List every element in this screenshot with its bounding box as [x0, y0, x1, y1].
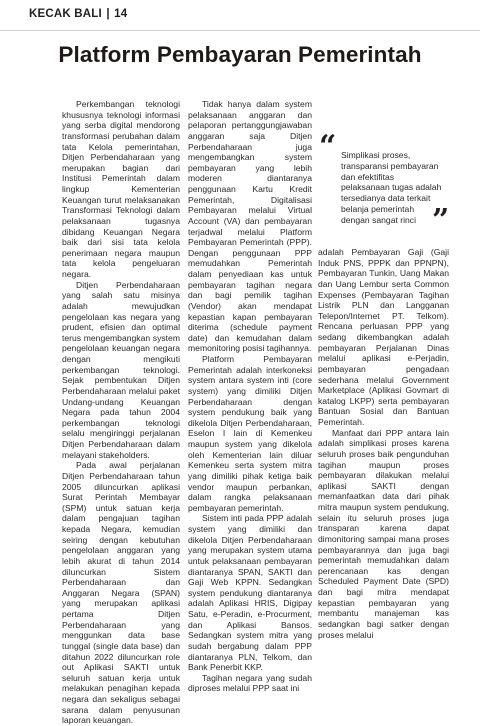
article-column-3	[318, 247, 449, 640]
pull-quote: Simplikasi proses, transparansi pembayaran dan efektifitas pelaksanaan tugas adalah tersedianya data terkait belanja pemerintah dengan sangat rinci	[341, 150, 442, 225]
paragraph: Pada awal perjalanan Ditjen Perbendaharaan tahun 2005 diluncurkan aplikasi Surat Perintah Membayar (SPM) untuk satuan kerja dalam pengajuan tagihan kepada Negara, kemudian seiring dengan kebutuhan pengelolaan anggaran yang lebih akurat di tahun 2014 diluncurkan Sistem Perbendaharaan dan Anggaran Negara (SPAN) yang merupakan aplikasi pertama Ditjen Perbendaharaan yang menggunkan data base tunggal (single data base) dan ditahun 2022 diluncurkan role out Aplikasi SAKTI untuk seluruh satuan kerja untuk melakukan penagihan kepada negara dan sekaligus sebagai sarana dalam penyusunan laporan keuangan.	[62, 460, 180, 726]
paragraph: Tagihan negara yang sudah diproses melalui PPP saat ini	[188, 672, 312, 694]
paragraph: Tidak hanya dalam system pelaksanaan anggaran dan pelaporan pertanggungjawaban anggaran saja Ditjen Perbendaharaan juga mengembangkan system pembayaran yang lebih moderen diantaranya penggunaan Kartu Kredit Pemerintah, Digitalisasi Pembayaran melalui Virtual Account (VA) dan pembayaran terjadwal melalui Platform Pembayaran Pemerintah (PPP). Dengan penggunaan PPP memudahkan Pemerintah dalam penyediaan kas untuk pembayaran tagihan negara dan bagi pemilik tagihan (Vendor) akan mendapat kepastian kapan pembayaran diterima (schedule payment date) dan kemudahan dalam memonitoring posisi tagihannya.	[188, 99, 312, 354]
page-number: 14	[114, 8, 128, 20]
paragraph: adalah Pembayaran Gaji (Gaji Induk PNS, PPPK dan PPNPN), Pembayaran Tunkin, Uang Makan dan Uang Lembur serta Common Expenses (Pembayaran Tagihan Listrik PLN dan Langganan Telepon/Internet PT. Telkom). Rencana perluasan PPP yang sedang dikembangkan adalah pembayaran Perjalanan Dinas melalui aplikasi e-Perjadin, pembayaran pengadaan sederhana melalui Government Marketplace (Aplikasi Govmart di katalog LKPP) serta pembayaran Bantuan Sosial dan Bantuan Pemerintah.	[318, 247, 449, 427]
paragraph: Manfaat dari PPP antara lain adalah simplikasi proses karena seluruh proses baik pengunduhan tagihan maupun proses pembayaran dilakukan melalui aplikasi SAKTI dengan memanfaatkan data dari pihak mitra maupun system pendukung, selain itu seluruh proses juga transparan karena dapat dimonitoring sampai mana proses pembayarannya dan juga bagi pemerintah memudahkan dalam perencanaan kas dengan Scheduled Payment Date (SPD) dan bagi mitra mendapat kepastian pembayaran yang membantu manajeman kas sedangkan bagi satker dengan proses melalui	[318, 427, 449, 640]
article-title: Platform Pembayaran Pemerintah	[58, 42, 422, 67]
article-column-2	[188, 99, 312, 694]
paragraph: Sistem inti pada PPP adalah system yang dimiliki dan dikelola Ditjen Perbendaharaan yang merupakan system utama untuk pelaksanaan pembayaran diantaranya SPAN, SAKTI dan Gaji Web KPPN. Sedangkan system pendukung diantaranya adalah Aplikasi HRIS, Digipay Satu, e-Peradin, e-Procurment, dan Aplikasi Bansos. Sedangkan system mitra yang sudah bergabung dalam PPP diantaranya PLN, Telkom, dan Bank Penerbit KKP.	[188, 513, 312, 673]
article-column-1	[62, 99, 180, 726]
open-quote-icon: “	[319, 129, 337, 164]
close-quote-icon: ”	[432, 203, 450, 238]
header-separator: |	[106, 8, 110, 20]
paragraph: Perkembangan teknologi khususnya teknologi informasi yang serba digital mendorong transformasi perubahan dalam tata Kelola pemerintahan, Ditjen Perbendaharaan yang merupakan bagian dari Institusi Pemerintah dalam lingkup Kementerian Keuangan turut melaksanakan Transformasi Teknologi dalam pelaksanaan tugasnya dibidang Keuangan Negara baik dari sisi tata kelola penerimaan negara maupun tata kelola pengeluaran negara.	[62, 99, 180, 279]
running-header	[29, 8, 127, 20]
paragraph: Platform Pembayaran Pemerintah adalah interkoneksi system antara system inti (core system) yang dimiliki Ditjen Perbendaharaan dengan system pendukung baik yang dikelola Ditjen Perbendaharaan, Eselon I lain di Kemenkeu maupun system yang dikelola oleh Kementerian lain diluar Kemenkeu serta system mitra yang dimiliki pihak ketiga baik vendor maupun perbankan, dalam rangka pelaksanaan pembayaran pemerintah.	[188, 354, 312, 513]
header-divider	[0, 30, 480, 31]
paragraph: Ditjen Perbendaharaan yang salah satu misinya adalah mewujudkan pengelolaan kas negara yang prudent, efisien dan optimal terus mengembangkan system pengelolaan keuangan negara dengan mengikuti perkembangan teknologi. Sejak pembentukan Ditjen Perbendaharaan melalui paket Undang-undang Keuangan Negara pada tahun 2004 perkembangan teknologi selalu mengiringgi perjalanan Ditjen Perbendaharaan dalam melayani stakeholders.	[62, 279, 180, 460]
section-name: KECAK BALI	[29, 8, 102, 20]
